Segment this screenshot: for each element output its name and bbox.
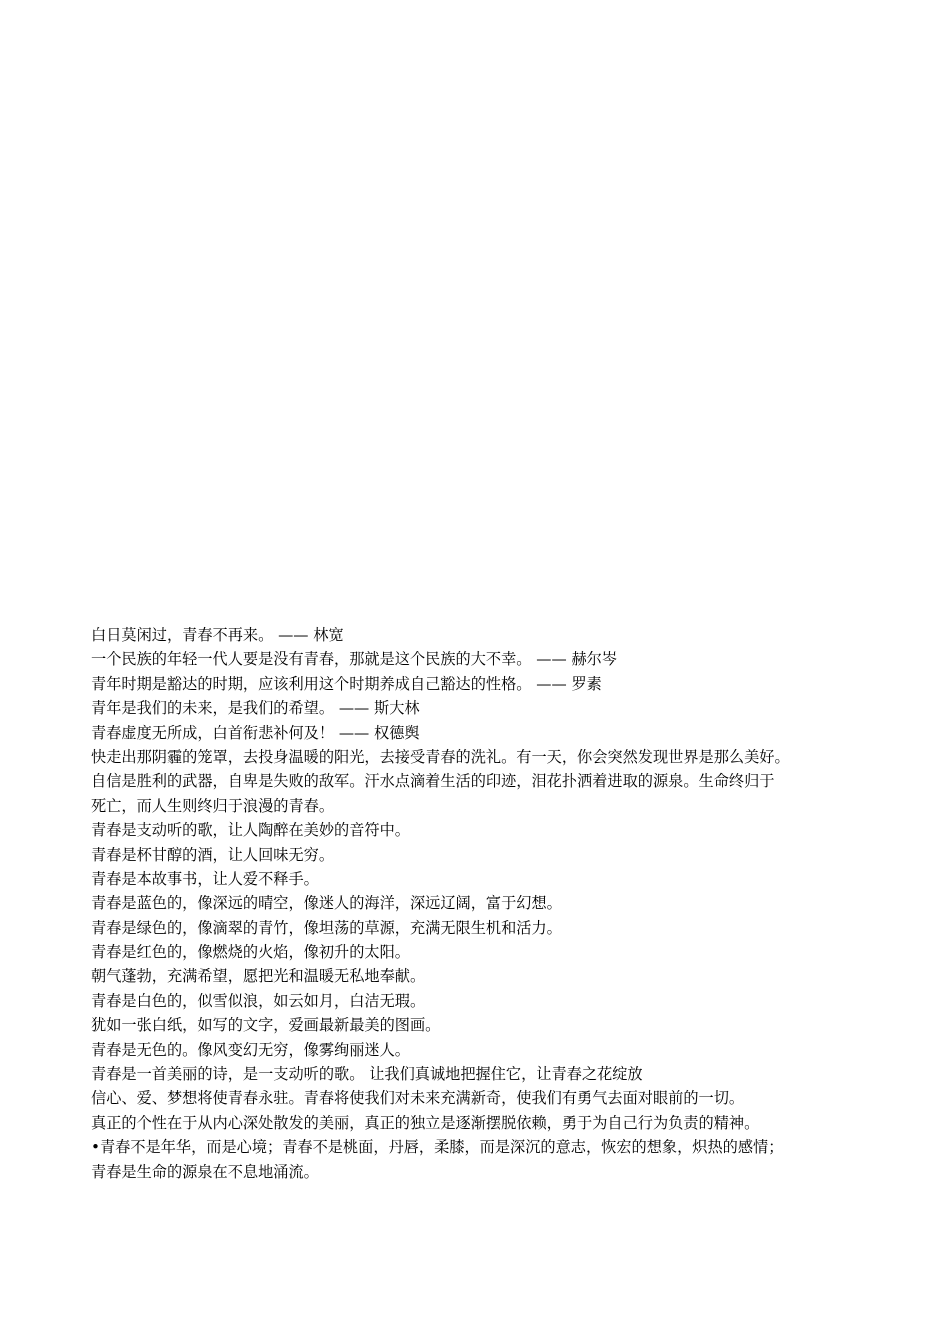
paragraph-line: 青春是一首美丽的诗，是一支动听的歌。 让我们真诚地把握住它，让青春之花绽放 — [91, 1065, 643, 1084]
paragraph-line: 青春是绿色的，像滴翠的青竹，像坦荡的草源，充满无限生机和活力。 — [91, 918, 562, 937]
paragraph-line: 青春是无色的。像风变幻无穷，像雾绚丽迷人。 — [91, 1040, 410, 1059]
paragraph-line: •青春不是年华，而是心境；青春不是桃面，丹唇，柔膝，而是深沉的意志，恢宏的想象，炽热的感情； — [91, 1138, 784, 1157]
quote-line: 白日莫闲过，青春不再来。 —— 林宽 — [91, 626, 344, 644]
document-body — [91, 623, 871, 1184]
paragraph-line: 青春是白色的，似雪似浪，如云如月，白洁无瑕。 — [91, 991, 426, 1010]
paragraph-line: 犹如一张白纸，如写的文字，爱画最新最美的图画。 — [91, 1016, 441, 1035]
paragraph-line: 青春是红色的，像燃烧的火焰，像初升的太阳。 — [91, 943, 410, 962]
paragraph-line: 青春是生命的源泉在不息地涌流。 — [91, 1162, 319, 1181]
paragraph-line: 自信是胜利的武器，自卑是失败的敌军。汗水点滴着生活的印迹，泪花扑洒着进取的源泉。生命终归于 — [91, 772, 775, 791]
quote-line: 青春虚度无所成，白首衔悲补何及！ —— 权德舆 — [91, 723, 420, 742]
paragraph-line: 死亡，而人生则终归于浪漫的青春。 — [91, 796, 334, 815]
quote-line: 一个民族的年轻一代人要是没有青春，那就是这个民族的大不幸。 —— 赫尔岑 — [91, 650, 618, 669]
quote-line: 青年时期是豁达的时期，应该利用这个时期养成自己豁达的性格。 —— 罗素 — [91, 674, 602, 693]
paragraph-line: 真正的个性在于从内心深处散发的美丽，真正的独立是逐渐摆脱依赖，勇于为自己行为负责的精神。 — [91, 1113, 760, 1132]
paragraph-line: 信心、爱、梦想将使青春永驻。青春将使我们对未来充满新奇，使我们有勇气去面对眼前的一切。 — [91, 1089, 745, 1108]
paragraph-line: 朝气蓬勃，充满希望，愿把光和温暖无私地奉献。 — [91, 967, 426, 986]
paragraph-line: 青春是杯甘醇的酒，让人回味无穷。 — [91, 845, 334, 864]
paragraph-line: 青春是支动听的歌，让人陶醉在美妙的音符中。 — [91, 821, 410, 840]
paragraph-line: 青春是本故事书，让人爱不释手。 — [91, 869, 319, 888]
paragraph-line: 快走出那阴霾的笼罩，去投身温暖的阳光，去接受青春的洗礼。有一天，你会突然发现世界是那么美好。 — [91, 747, 790, 766]
quote-line: 青年是我们的未来，是我们的希望。 —— 斯大林 — [91, 699, 420, 718]
paragraph-line: 青春是蓝色的，像深远的晴空，像迷人的海洋，深远辽阔，富于幻想。 — [91, 894, 562, 913]
